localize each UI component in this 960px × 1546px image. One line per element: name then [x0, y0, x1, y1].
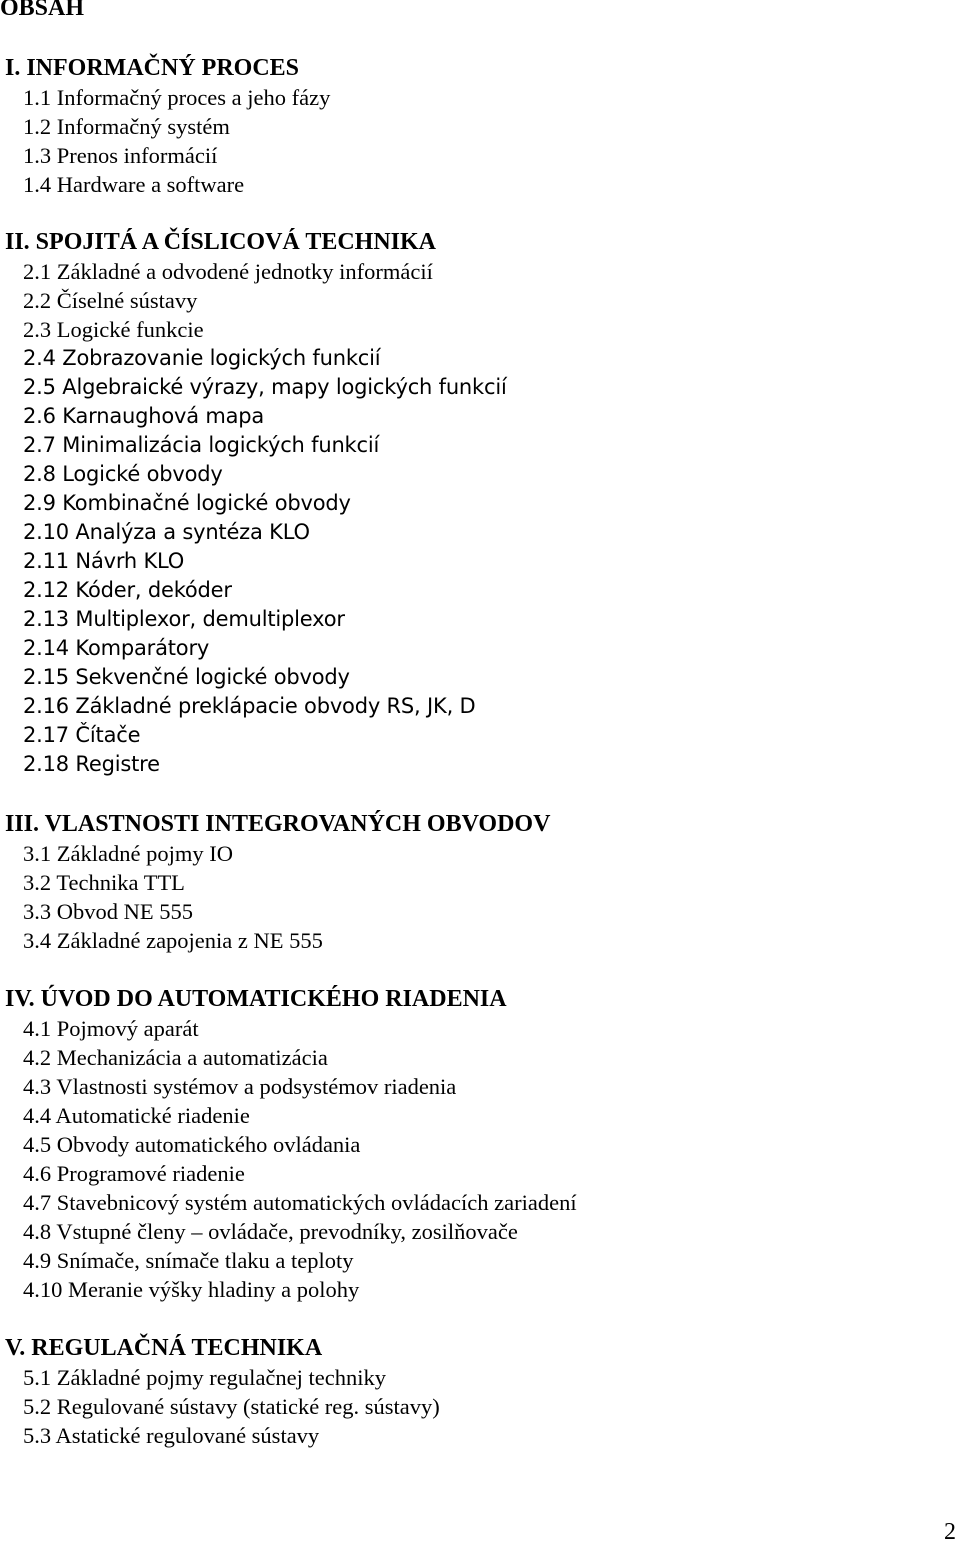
section-heading: I. INFORMAČNÝ PROCES [5, 55, 299, 81]
section-items [0, 257, 900, 779]
section-heading: III. VLASTNOSTI INTEGROVANÝCH OBVODOV [5, 811, 551, 837]
page-number: 2 [944, 1519, 956, 1545]
section-2 [0, 228, 900, 779]
list-item: 2.8 Logické obvody [23, 462, 223, 486]
section-heading: V. REGULAČNÁ TECHNIKA [5, 1335, 323, 1361]
list-item: 4.6 Programové riadenie [23, 1161, 245, 1186]
section-3 [0, 810, 900, 955]
list-item: 1.3 Prenos informácií [23, 143, 218, 168]
list-item: 4.2 Mechanizácia a automatizácia [23, 1045, 328, 1070]
list-item: 2.2 Číselné sústavy [23, 288, 198, 313]
list-item: 1.4 Hardware a software [23, 172, 245, 197]
list-item: 5.1 Základné pojmy regulačnej techniky [23, 1365, 386, 1390]
list-item: 2.3 Logické funkcie [23, 317, 204, 342]
list-item: 2.5 Algebraické výrazy, mapy logických funkcií [23, 375, 507, 399]
list-item: 4.10 Meranie výšky hladiny a polohy [23, 1277, 360, 1302]
list-item: 2.1 Základné a odvodené jednotky informácií [23, 259, 433, 284]
list-item: 2.16 Základné preklápacie obvody RS, JK, D [23, 694, 476, 718]
page-title: OBSAH [0, 0, 85, 21]
list-item: 4.5 Obvody automatického ovládania [23, 1132, 361, 1157]
section-items [0, 1014, 900, 1304]
list-item: 4.7 Stavebnicový systém automatických ovládacích zariadení [23, 1190, 577, 1215]
list-item: 3.3 Obvod NE 555 [23, 899, 193, 924]
section-items [0, 83, 900, 199]
list-item: 4.4 Automatické riadenie [23, 1103, 250, 1128]
list-item: 1.2 Informačný systém [23, 114, 230, 139]
section-4 [0, 985, 900, 1304]
list-item: 2.4 Zobrazovanie logických funkcií [23, 346, 381, 370]
list-item: 3.2 Technika TTL [23, 870, 185, 895]
list-item: 1.1 Informačný proces a jeho fázy [23, 85, 331, 110]
list-item: 5.3 Astatické regulované sústavy [23, 1423, 320, 1448]
section-items [0, 1363, 900, 1450]
list-item: 4.9 Snímače, snímače tlaku a teploty [23, 1248, 354, 1273]
list-item: 4.1 Pojmový aparát [23, 1016, 199, 1041]
list-item: 2.6 Karnaughová mapa [23, 404, 265, 428]
list-item: 2.12 Kóder, dekóder [23, 578, 232, 602]
list-item: 2.17 Čítače [23, 723, 141, 747]
section-items [0, 839, 900, 955]
section-1 [0, 54, 900, 199]
section-5 [0, 1334, 900, 1450]
list-item: 2.18 Registre [23, 752, 160, 776]
list-item: 2.11 Návrh KLO [23, 549, 185, 573]
section-heading: IV. ÚVOD DO AUTOMATICKÉHO RIADENIA [5, 986, 507, 1012]
list-item: 3.1 Základné pojmy IO [23, 841, 233, 866]
list-item: 2.15 Sekvenčné logické obvody [23, 665, 350, 689]
list-item: 2.10 Analýza a syntéza KLO [23, 520, 310, 544]
section-heading: II. SPOJITÁ A ČÍSLICOVÁ TECHNIKA [5, 229, 437, 255]
list-item: 2.7 Minimalizácia logických funkcií [23, 433, 380, 457]
list-item: 4.8 Vstupné členy – ovládače, prevodníky, zosilňovače [23, 1219, 518, 1244]
list-item: 3.4 Základné zapojenia z NE 555 [23, 928, 323, 953]
list-item: 2.13 Multiplexor, demultiplexor [23, 607, 345, 631]
list-item: 2.9 Kombinačné logické obvody [23, 491, 351, 515]
list-item: 2.14 Komparátory [23, 636, 210, 660]
list-item: 4.3 Vlastnosti systémov a podsystémov riadenia [23, 1074, 457, 1099]
list-item: 5.2 Regulované sústavy (statické reg. sústavy) [23, 1394, 440, 1419]
